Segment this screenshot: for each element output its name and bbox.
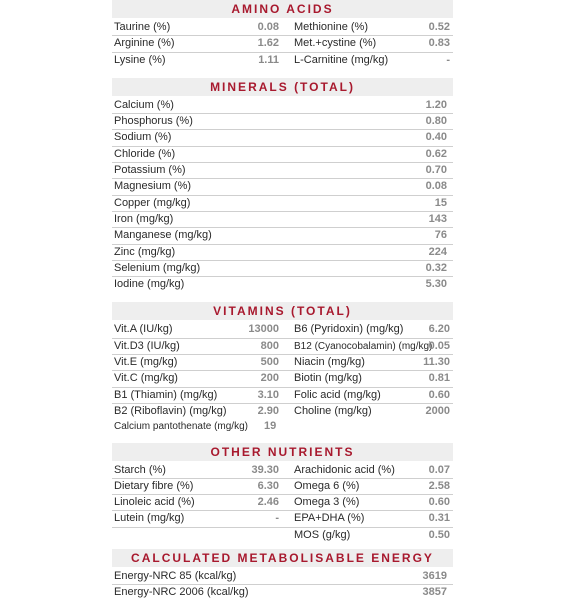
table-row	[112, 371, 453, 387]
row-value: -	[275, 512, 279, 525]
table-row	[112, 569, 453, 585]
row-value: 0.50	[428, 528, 450, 541]
row-value: 3.10	[257, 388, 279, 401]
table-row	[112, 277, 453, 292]
row-label: Vit.A (IU/kg)	[114, 323, 173, 336]
row-value: 6.30	[257, 479, 279, 492]
row-label: Starch (%)	[114, 463, 166, 476]
row-value: 0.40	[425, 131, 447, 144]
row-label: Dietary fibre (%)	[114, 479, 194, 492]
row-value: 0.60	[428, 388, 450, 401]
row-value: 0.60	[428, 496, 450, 509]
row-value: -	[446, 53, 450, 66]
row-label: Iodine (mg/kg)	[114, 278, 185, 291]
row-value: 2000	[425, 404, 450, 417]
table-row	[112, 495, 453, 511]
table-row	[112, 163, 453, 179]
row-value: 0.05	[428, 339, 450, 352]
row-value: 0.83	[428, 37, 450, 50]
row-label: L-Carnitine (mg/kg)	[294, 53, 389, 66]
table-row	[112, 114, 453, 130]
table-row	[112, 322, 453, 338]
row-value: 0.70	[425, 164, 447, 177]
row-value: 0.07	[428, 463, 450, 476]
row-value: 3857	[422, 586, 447, 599]
table-row	[112, 20, 453, 36]
row-label: Taurine (%)	[114, 21, 171, 33]
row-label: Arginine (%)	[114, 37, 175, 50]
row-value: 800	[260, 339, 279, 352]
row-label: Niacin (mg/kg)	[294, 356, 365, 369]
table-row	[112, 404, 453, 419]
table-row	[112, 98, 453, 114]
table-row	[112, 228, 453, 244]
row-value: 0.08	[257, 21, 279, 33]
row-label: B6 (Pyridoxin) (mg/kg)	[294, 323, 404, 336]
row-label: Potassium (%)	[114, 164, 186, 177]
row-label: Phosphorus (%)	[114, 115, 193, 128]
table-row	[112, 339, 453, 355]
row-value: 5.30	[425, 278, 447, 291]
row-label: Met.+cystine (%)	[294, 37, 377, 50]
vitamins-header: VITAMINS (TOTAL)	[112, 302, 453, 320]
row-label: Calcium pantothenate (mg/kg)	[114, 421, 248, 433]
row-value: 0.31	[428, 512, 450, 525]
row-value: 2.46	[257, 496, 279, 509]
table-row	[112, 245, 453, 261]
row-label: Linoleic acid (%)	[114, 496, 195, 509]
row-value: 6.20	[428, 323, 450, 336]
row-label: Energy-NRC 85 (kcal/kg)	[114, 570, 237, 583]
row-label: Omega 3 (%)	[294, 496, 360, 509]
row-label: Energy-NRC 2006 (kcal/kg)	[114, 586, 249, 599]
other-nutrients-table	[112, 461, 453, 543]
amino-acids-header: AMINO ACIDS	[112, 0, 453, 18]
row-value: 200	[260, 372, 279, 385]
row-label: Vit.D3 (IU/kg)	[114, 339, 180, 352]
row-label: Lysine (%)	[114, 53, 166, 66]
row-label: B2 (Riboflavin) (mg/kg)	[114, 404, 227, 417]
amino-acids-table	[112, 18, 453, 68]
energy-table	[112, 567, 453, 601]
row-label: Lutein (mg/kg)	[114, 512, 185, 525]
row-value: 2.58	[428, 479, 450, 492]
table-row	[112, 196, 453, 212]
row-value: 0.62	[425, 147, 447, 160]
table-row	[112, 261, 453, 277]
table-row	[112, 388, 453, 404]
row-label: Selenium (mg/kg)	[114, 261, 201, 274]
row-label: EPA+DHA (%)	[294, 512, 365, 525]
row-label: Calcium (%)	[114, 98, 174, 111]
row-label: Choline (mg/kg)	[294, 404, 372, 417]
row-value: 76	[434, 229, 447, 242]
row-label: Methionine (%)	[294, 21, 368, 33]
row-label: Zinc (mg/kg)	[114, 245, 176, 258]
table-row	[112, 511, 453, 527]
row-value: 500	[260, 356, 279, 369]
table-row	[112, 212, 453, 228]
row-label: Copper (mg/kg)	[114, 196, 191, 209]
row-value: 19	[264, 420, 277, 433]
row-value: 11.30	[423, 356, 450, 369]
row-value: 15	[434, 196, 447, 209]
row-label: Vit.C (mg/kg)	[114, 372, 178, 385]
row-value: 3619	[422, 570, 447, 583]
row-label: Iron (mg/kg)	[114, 212, 174, 225]
table-row	[112, 36, 453, 52]
minerals-header: MINERALS (TOTAL)	[112, 78, 453, 96]
minerals-table	[112, 96, 453, 293]
table-row	[112, 528, 453, 543]
row-label: Folic acid (mg/kg)	[294, 388, 381, 401]
table-row	[112, 130, 453, 146]
row-label: B12 (Cyanocobalamin) (mg/kg)	[294, 340, 433, 352]
row-value: 39.30	[251, 463, 279, 476]
table-row	[112, 419, 453, 434]
row-value: 0.08	[425, 180, 447, 193]
table-row	[112, 479, 453, 495]
row-label: B1 (Thiamin) (mg/kg)	[114, 388, 218, 401]
row-label: Magnesium (%)	[114, 180, 192, 193]
row-label: MOS (g/kg)	[294, 528, 351, 541]
table-row	[112, 463, 453, 479]
table-row	[112, 53, 453, 68]
row-value: 224	[428, 245, 447, 258]
table-row	[112, 355, 453, 371]
row-label: Chloride (%)	[114, 147, 176, 160]
row-value: 13000	[248, 323, 279, 336]
row-value: 1.62	[257, 37, 279, 50]
row-value: 1.11	[258, 53, 279, 66]
table-row	[112, 147, 453, 163]
row-label: Biotin (mg/kg)	[294, 372, 362, 385]
nutrition-panel	[112, 0, 453, 601]
row-label: Arachidonic acid (%)	[294, 463, 395, 476]
row-value: 0.81	[428, 372, 450, 385]
row-value: 0.80	[425, 115, 447, 128]
row-label: Manganese (mg/kg)	[114, 229, 212, 242]
row-label: Vit.E (mg/kg)	[114, 356, 178, 369]
row-value: 1.20	[425, 98, 447, 111]
row-value: 2.90	[257, 404, 279, 417]
vitamins-table	[112, 320, 453, 434]
other-nutrients-header: OTHER NUTRIENTS	[112, 443, 453, 461]
table-row	[112, 585, 453, 600]
row-label: Omega 6 (%)	[294, 479, 360, 492]
row-label: Sodium (%)	[114, 131, 172, 144]
row-value: 0.52	[428, 21, 450, 33]
row-value: 0.32	[425, 261, 447, 274]
energy-header: CALCULATED METABOLISABLE ENERGY	[112, 549, 453, 567]
table-row	[112, 179, 453, 195]
row-value: 143	[428, 212, 447, 225]
